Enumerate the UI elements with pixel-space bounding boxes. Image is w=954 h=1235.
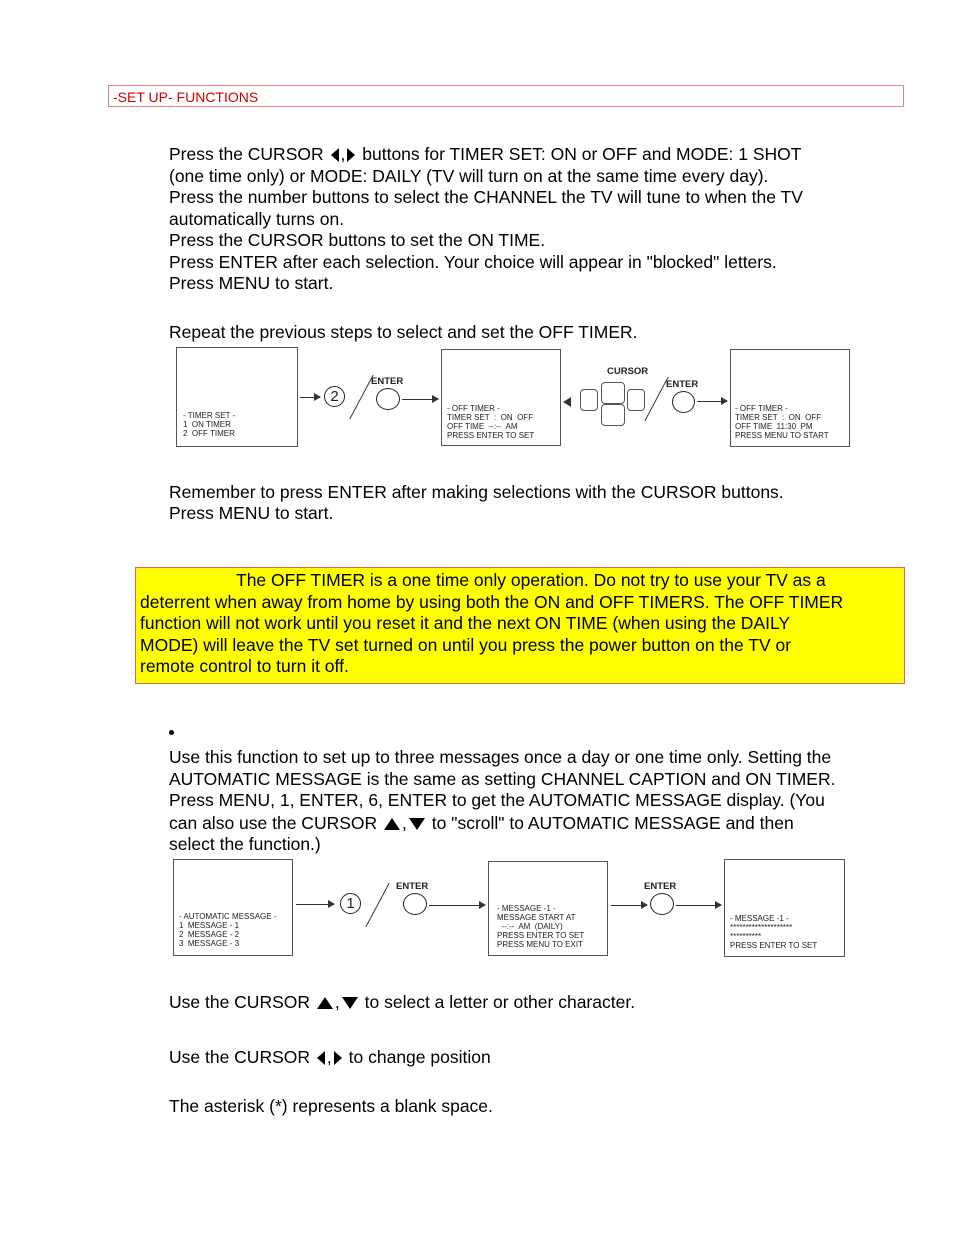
- step-line: automatically turns on.: [169, 209, 345, 229]
- step-text: buttons for TIMER SET: ON or OFF and MODE: 1 SHOT: [362, 144, 802, 164]
- cursor-label: CURSOR: [607, 366, 649, 377]
- step-text: can also use the CURSOR: [169, 813, 378, 833]
- step-text: to change position: [348, 1047, 491, 1067]
- step-line: (one time only) or MODE: DAILY (TV will turn on at the same time every day).: [169, 166, 769, 186]
- asterisk-line: The asterisk (*) represents a blank space.: [169, 1096, 493, 1116]
- screen-text: - AUTOMATIC MESSAGE - 1 MESSAGE - 1 2 MESSAGE - 2 3 MESSAGE - 3: [179, 912, 277, 948]
- tv-screen-timer-set: [176, 347, 298, 447]
- step-line: Press MENU to start.: [169, 273, 334, 293]
- bullet-icon: [169, 730, 174, 735]
- tv-screen-off-timer-set: [730, 349, 850, 447]
- tv-screen-message-edit: [724, 859, 845, 957]
- flow-arrow: [296, 904, 334, 905]
- cursor-up-key: [601, 382, 625, 404]
- enter-button-icon: [403, 893, 427, 915]
- step-text: to select a letter or other character.: [364, 992, 636, 1012]
- note-box: [135, 567, 905, 684]
- cursor-up-icon: [384, 818, 400, 830]
- enter-label: ENTER: [396, 881, 429, 892]
- cursor-left-icon: [317, 1051, 325, 1065]
- enter-label: ENTER: [644, 881, 677, 892]
- step-line: Press ENTER after each selection. Your choice will appear in "blocked" letters.: [169, 252, 777, 272]
- step-text: to "scroll" to AUTOMATIC MESSAGE and then: [431, 813, 794, 833]
- number-button-icon: 2: [324, 386, 345, 407]
- cursor-right-icon: [334, 1051, 342, 1065]
- cursor-right-key: [627, 389, 645, 411]
- auto-line: Press MENU, 1, ENTER, 6, ENTER to get the AUTOMATIC MESSAGE display. (You: [169, 790, 825, 810]
- step-cursor-line: Press the CURSOR , buttons for TIMER SET: ON or OFF and MODE: 1 SHOT: [169, 144, 802, 164]
- flow-arrow: [429, 905, 485, 906]
- step-line: Press the number buttons to select the CHANNEL the TV will tune to when the TV: [169, 187, 803, 207]
- flow-arrow: [402, 399, 438, 400]
- cursor-right-icon: [347, 148, 355, 162]
- enter-label: ENTER: [666, 379, 699, 390]
- select-char-line: Use the CURSOR , to select a letter or other character.: [169, 992, 636, 1012]
- enter-button-icon: [672, 391, 695, 413]
- screen-text: - MESSAGE -1 - ******************** ********** PRESS ENTER TO SET: [730, 914, 818, 950]
- cursor-down-icon: [409, 818, 425, 830]
- flow-arrow: [611, 905, 647, 906]
- cursor-left-key: [580, 389, 598, 411]
- cursor-down-icon: [342, 997, 358, 1009]
- flow-arrow: [300, 397, 320, 398]
- note-line: MODE) will leave the TV set turned on until you press the power button on the TV or: [140, 634, 792, 655]
- step-text: Use the CURSOR: [169, 1047, 311, 1067]
- note-line: The OFF TIMER is a one time only operation. Do not try to use your TV as a: [236, 570, 826, 590]
- tv-screen-message-start: [488, 861, 608, 956]
- cursor-left-icon: [331, 148, 339, 162]
- enter-button-icon: [376, 388, 400, 410]
- divider-slash: [365, 883, 389, 928]
- flow-arrow: [697, 401, 727, 402]
- section-header: [108, 85, 904, 107]
- enter-button-icon: [650, 893, 674, 915]
- repeat-line: Repeat the previous steps to select and set the OFF TIMER.: [169, 322, 638, 342]
- screen-text: - OFF TIMER - TIMER SET : ON OFF OFF TIME --:-- AM PRESS ENTER TO SET: [447, 404, 535, 440]
- step-line: Press the CURSOR buttons to set the ON TIME.: [169, 230, 546, 250]
- change-position-line: Use the CURSOR , to change position: [169, 1047, 491, 1067]
- enter-label: ENTER: [371, 376, 404, 387]
- step-text: Use the CURSOR: [169, 992, 311, 1012]
- remember-line: Remember to press ENTER after making selections with the CURSOR buttons.: [169, 482, 784, 502]
- flow-arrow: [676, 905, 721, 906]
- auto-cursor-line: can also use the CURSOR , to "scroll" to AUTOMATIC MESSAGE and then: [169, 813, 794, 833]
- arrow-left-icon: [563, 397, 571, 407]
- note-line: remote control to turn it off.: [140, 656, 349, 676]
- auto-line: Use this function to set up to three messages once a day or one time only. Setting the: [169, 747, 832, 767]
- remember-line: Press MENU to start.: [169, 503, 334, 523]
- note-line: function will not work until you reset it and the next ON TIME (when using the DAILY: [140, 613, 791, 633]
- screen-text: - OFF TIMER - TIMER SET : ON OFF OFF TIME 11:30 PM PRESS MENU TO START: [735, 404, 829, 440]
- cursor-down-key: [601, 404, 625, 426]
- section-title: -SET UP- FUNCTIONS: [113, 89, 259, 105]
- auto-line: select the function.): [169, 834, 321, 854]
- tv-screen-auto-message: [173, 859, 293, 956]
- tv-screen-off-timer: [441, 349, 561, 446]
- screen-text: - TIMER SET - 1 ON TIMER 2 OFF TIMER: [183, 411, 236, 438]
- cursor-up-icon: [317, 997, 333, 1009]
- note-line: deterrent when away from home by using both the ON and OFF TIMERS. The OFF TIMER: [140, 591, 844, 612]
- number-button-icon: 1: [340, 893, 361, 914]
- auto-line: AUTOMATIC MESSAGE is the same as setting CHANNEL CAPTION and ON TIMER.: [169, 769, 836, 789]
- step-text: Press the CURSOR: [169, 144, 324, 164]
- screen-text: - MESSAGE -1 - MESSAGE START AT --:-- AM (DAILY) PRESS ENTER TO SET PRESS MENU TO EXIT: [497, 904, 585, 949]
